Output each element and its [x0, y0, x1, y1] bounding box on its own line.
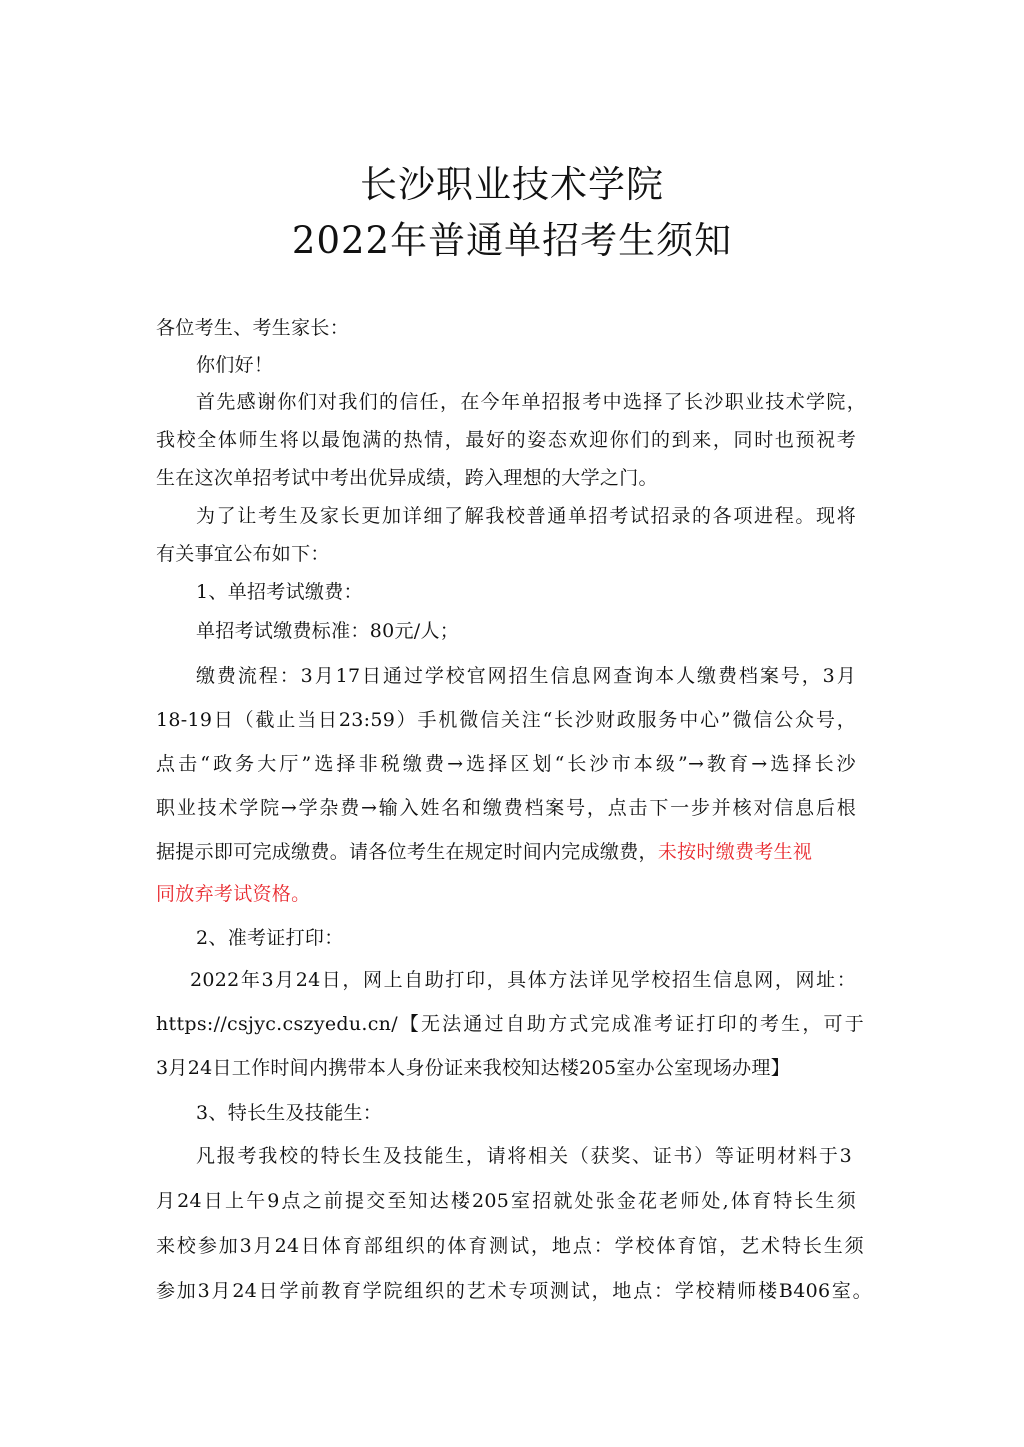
fee-flow-line-5-text: 据提示即可完成缴费。请各位考生在规定时间内完成缴费，	[156, 841, 658, 863]
special-students-line-1: 凡报考我校的特长生及技能生，请将相关（获奖、证书）等证明材料于3	[196, 1145, 852, 1167]
fee-flow-line-4: 职业技术学院→学杂费→输入姓名和缴费档案号，点击下一步并核对信息后根	[156, 797, 856, 819]
admission-ticket-line-3: 3月24日工作时间内携带本人身份证来我校知达楼205室办公室现场办理】	[156, 1057, 791, 1079]
fee-flow-line-1: 缴费流程：3月17日通过学校官网招生信息网查询本人缴费档案号，3月	[196, 665, 856, 687]
fee-standard: 单招考试缴费标准：80元/人；	[196, 620, 460, 642]
admission-ticket-line-2: https://csjyc.cszyedu.cn/【无法通过自助方式完成准考证打印的考生，可于	[156, 1013, 864, 1035]
document-title-line1: 长沙职业技术学院	[360, 163, 664, 206]
intro-line-1: 首先感谢你们对我们的信任，在今年单招报考中选择了长沙职业技术学院，	[196, 391, 866, 413]
fee-warning-part-1: 未按时缴费考生视	[657, 841, 813, 863]
purpose-line-1: 为了让考生及家长更加详细了解我校普通单招考试招录的各项进程。现将	[196, 505, 856, 527]
fee-warning-part-2: 同放弃考试资格。	[156, 883, 311, 905]
special-students-line-4: 参加3月24日学前教育学院组织的艺术专项测试，地点：学校精师楼B406室。	[156, 1280, 872, 1302]
section-2-heading: 2、准考证打印：	[196, 927, 344, 949]
greeting: 各位考生、考生家长：	[156, 317, 350, 339]
intro-line-2: 我校全体师生将以最饱满的热情，最好的姿态欢迎你们的到来，同时也预祝考	[156, 429, 856, 451]
fee-flow-line-2: 18-19日（截止当日23:59）手机微信关注“长沙财政服务中心”微信公众号，	[156, 709, 856, 731]
special-students-line-2: 月24日上午9点之前提交至知达楼205室招就处张金花老师处,体育特长生须	[156, 1190, 856, 1212]
document-title-line2: 2022年普通单招考生须知	[291, 219, 733, 262]
fee-flow-line-5	[156, 840, 876, 864]
section-1-heading: 1、单招考试缴费：	[196, 581, 363, 603]
purpose-line-2: 有关事宜公布如下：	[156, 543, 330, 565]
admission-ticket-line-1: 2022年3月24日，网上自助打印，具体方法详见学校招生信息网，网址：	[190, 969, 856, 991]
fee-flow-line-3: 点击“政务大厅”选择非税缴费→选择区划“长沙市本级”→教育→选择长沙	[156, 753, 856, 775]
section-3-heading: 3、特长生及技能生：	[196, 1102, 383, 1124]
hello: 你们好！	[196, 354, 274, 376]
special-students-line-3: 来校参加3月24日体育部组织的体育测试，地点：学校体育馆，艺术特长生须	[156, 1235, 864, 1257]
intro-line-3: 生在这次单招考试中考出优异成绩，跨入理想的大学之门。	[156, 467, 658, 489]
